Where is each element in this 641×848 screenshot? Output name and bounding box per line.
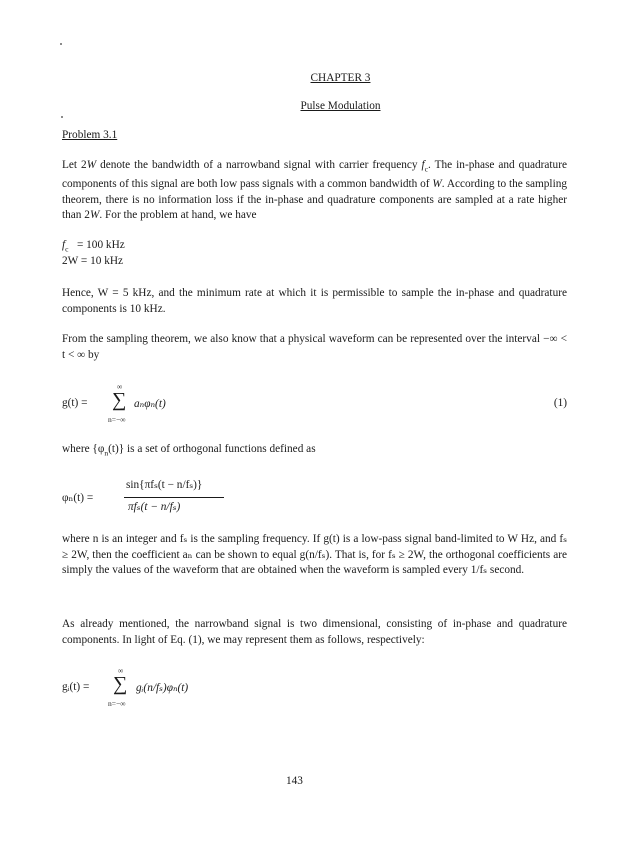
- gi-lhs: gᵢ(t) =: [62, 681, 90, 693]
- page-number: 143: [286, 775, 303, 787]
- given-bandwidth: 2W = 10 kHz: [62, 255, 124, 267]
- chapter-heading: CHAPTER 3: [310, 72, 371, 84]
- eq1-lower-limit: n=−∞: [108, 415, 126, 424]
- phi-fraction-bar: [124, 497, 224, 498]
- chapter-title: Pulse Modulation: [300, 100, 381, 112]
- equation-1-label: (1): [553, 397, 567, 409]
- phi-lhs: φₙ(t) =: [62, 492, 94, 504]
- equation-1: [62, 382, 567, 426]
- gi-summation-sign: ∑: [113, 673, 128, 695]
- eq1-upper-limit: ∞: [117, 382, 123, 391]
- paragraph-hence: Hence, W = 5 kHz, and the minimum rate at which it is permissible to sample the in-phase and quadrature components is 10 kHz.: [62, 287, 567, 315]
- scan-speck: [61, 116, 63, 118]
- eq1-lhs: g(t) =: [62, 397, 88, 409]
- gi-lower-limit: n=−∞: [108, 699, 126, 708]
- paragraph-narrowband: As already mentioned, the narrowband signal is two dimensional, consisting of in-phase and quadrature components. In light of Eq. (1), we may represent them as follows, respectively:: [62, 618, 567, 646]
- gi-upper-limit: ∞: [118, 666, 124, 675]
- eq1-term: aₙφₙ(t): [134, 398, 166, 410]
- eq1-summation-sign: ∑: [112, 389, 127, 411]
- given-fc: $f_c$ = 100 kHz: [62, 239, 125, 254]
- gi-term: gᵢ(n/fₛ)φₙ(t): [136, 682, 189, 694]
- paragraph-coefficients: where n is an integer and fₛ is the sampling frequency. If g(t) is a low-pass signal band-limited to W Hz, and fₛ ≥ 2W, then the coefficient aₙ can be shown to equal g(n/fₛ). That is, for fₛ ≥ 2W, the orthogonal coefficients are simply the values of the waveform that are obtained when the waveform is sampled every 1/fₛ second.: [62, 533, 567, 577]
- phi-numerator: sin{πfₛ(t − n/fₛ)}: [126, 479, 203, 491]
- problem-heading: Problem 3.1: [62, 129, 118, 141]
- paragraph-orthogonal: where $\{\varphi_n(t)\}$ is a set of orthogonal functions defined as: [62, 443, 316, 458]
- equation-gi: [62, 666, 362, 710]
- phi-denominator: πfₛ(t − n/fₛ): [128, 501, 181, 513]
- paragraph-sampling-theorem: From the sampling theorem, we also know that a physical waveform can be represented over the interval −∞ < t < ∞ by: [62, 333, 567, 361]
- equation-phi: [62, 478, 262, 522]
- scan-speck: [60, 43, 62, 45]
- paragraph-intro: Let 2W denote the bandwidth of a narrowband signal with carrier frequency $f_c$. The in-phase and quadrature components of this signal are both low pass signals with a common bandwidth of W. According to the sampling theorem, there is no information loss if the in-phase and quadrature components are sampled at a rate higher than 2W. For the problem at hand, we have: [62, 159, 567, 222]
